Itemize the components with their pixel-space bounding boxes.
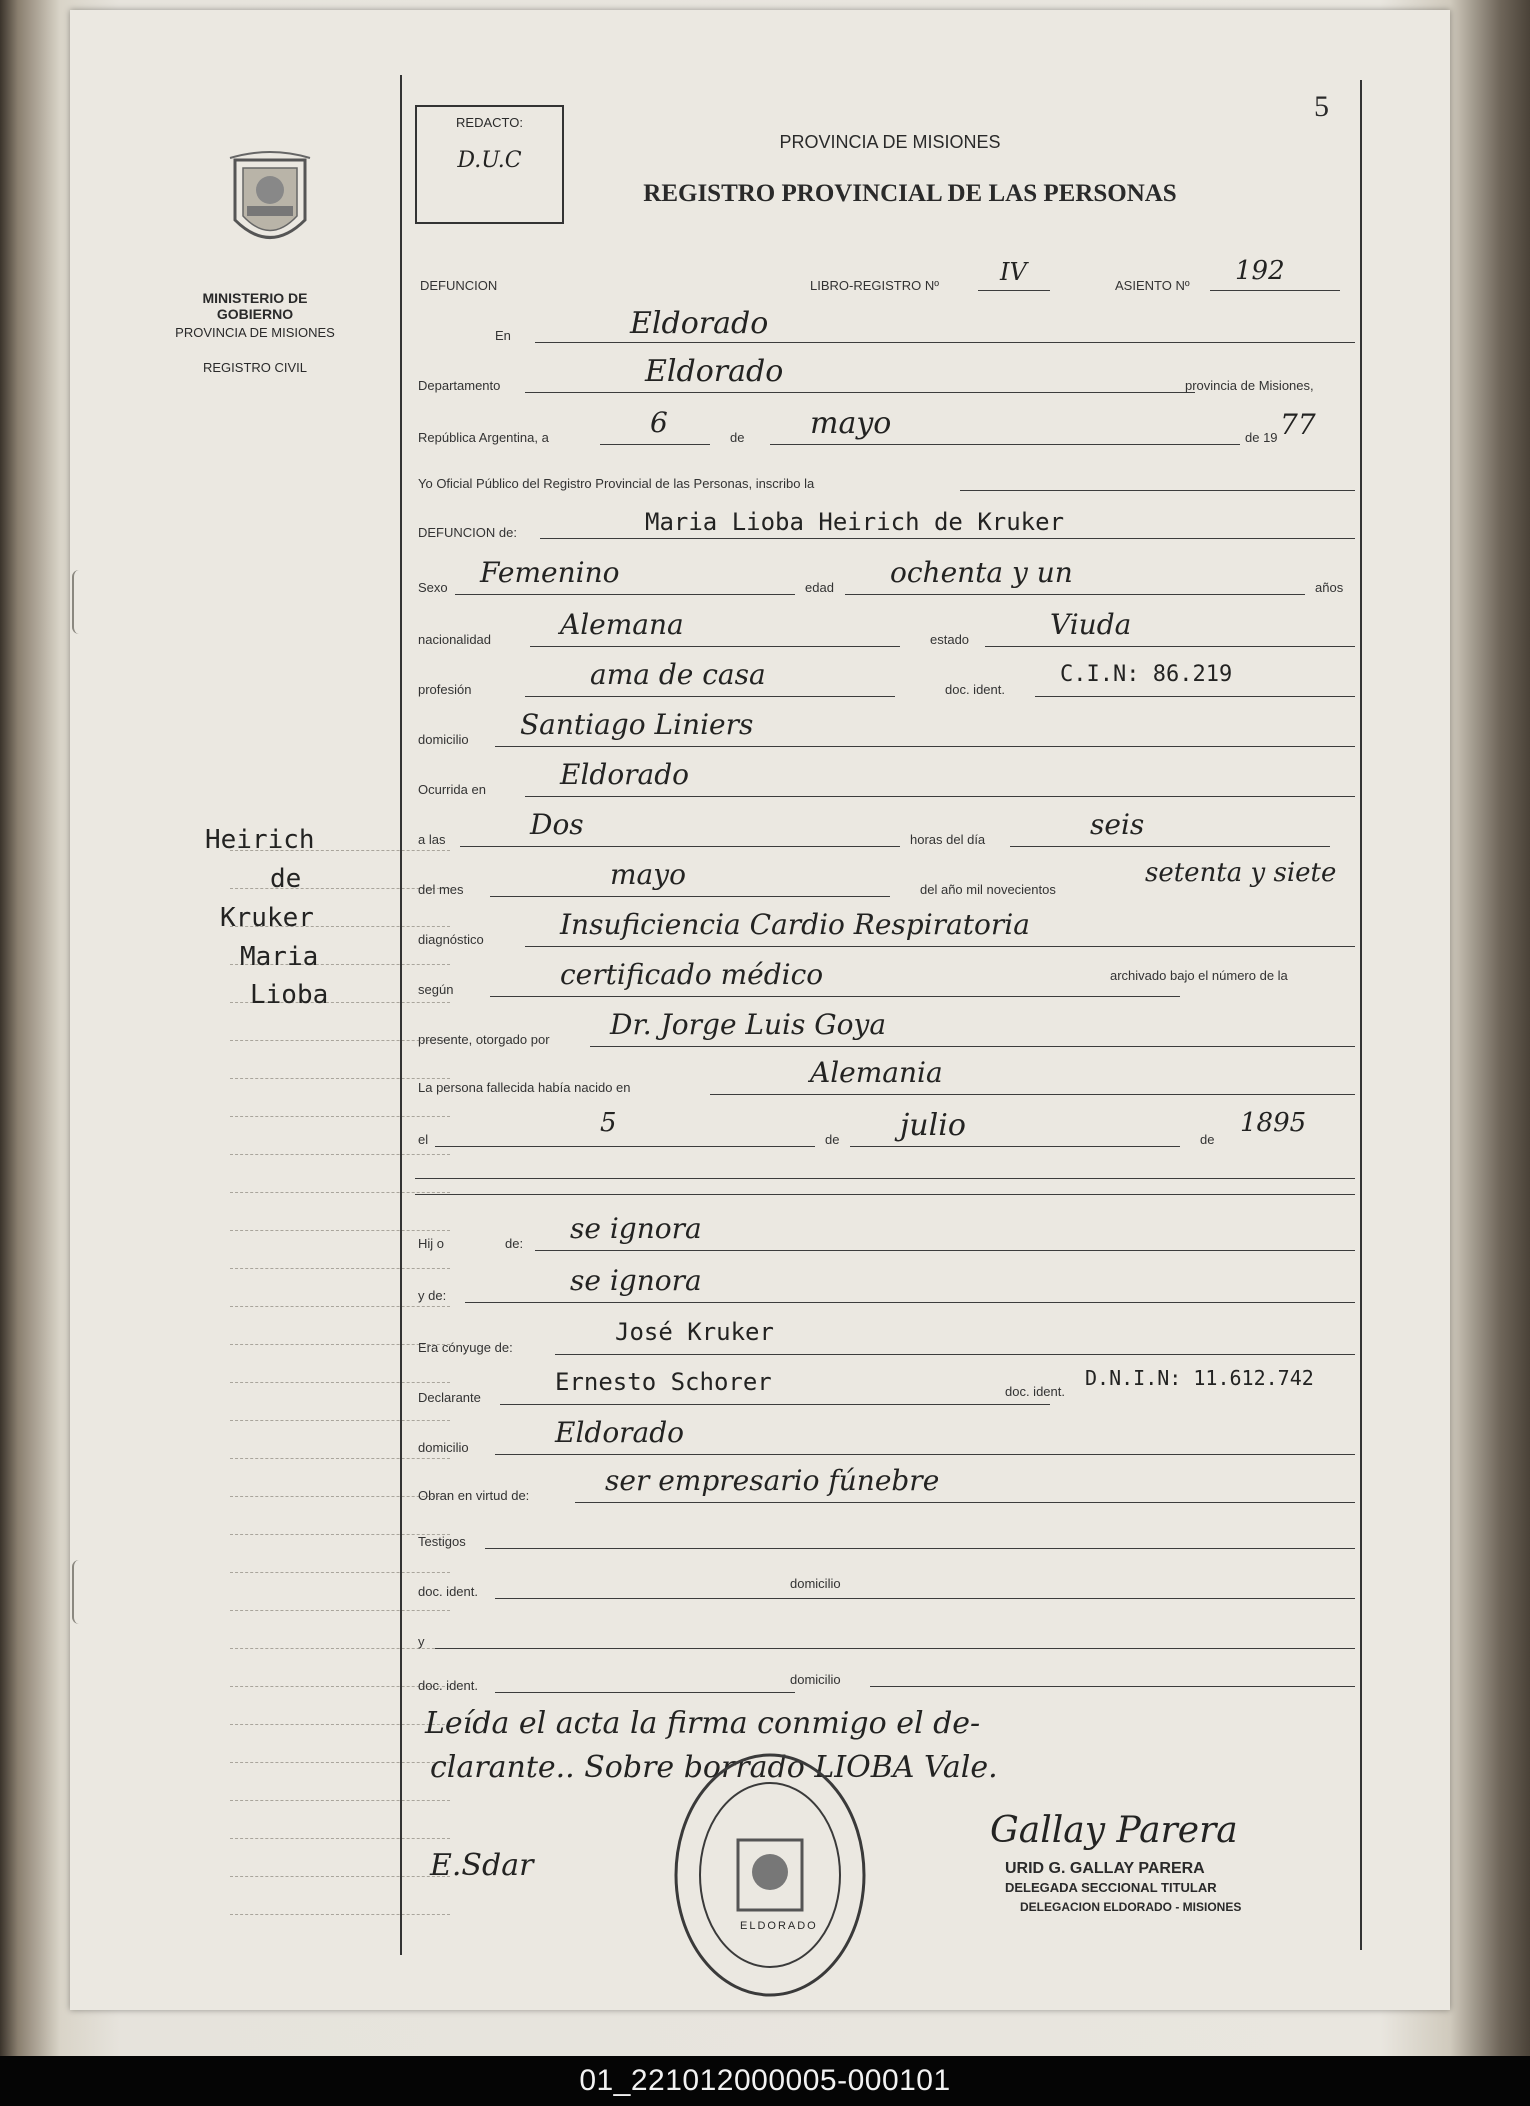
domicilio-value: Santiago Liniers	[520, 708, 754, 741]
header-province: PROVINCIA DE MISIONES	[779, 132, 1001, 152]
domicilio2-label: domicilio	[790, 1672, 841, 1687]
defuncion-label: DEFUNCION	[420, 278, 498, 293]
estado-value: Viuda	[1050, 608, 1132, 641]
de19-label: de 19	[1245, 430, 1278, 445]
right-border-rule	[1360, 80, 1362, 1950]
official-name: URID G. GALLAY PARERA	[1005, 1860, 1205, 1877]
alas-label: a las	[418, 832, 446, 847]
el-de-label: de	[825, 1132, 840, 1147]
diagnostico-value: Insuficiencia Cardio Respiratoria	[560, 908, 1030, 941]
declarante-doc-value: D.N.I.N: 11.612.742	[1085, 1366, 1314, 1390]
docid2-label: doc. ident.	[418, 1678, 478, 1693]
page-number: 5	[1314, 90, 1329, 123]
hijo-de-label: de:	[505, 1236, 524, 1251]
anos-label: años	[1315, 580, 1344, 595]
conyuge-label: Era cónyuge de:	[418, 1340, 513, 1355]
docident-value: C.I.N: 86.219	[1060, 662, 1233, 687]
en-value: Eldorado	[630, 306, 769, 341]
archivado-label: archivado bajo el número de la	[1110, 968, 1288, 983]
provincia-suffix: provincia de Misiones,	[1185, 378, 1314, 393]
asiento-label: ASIENTO Nº	[1115, 278, 1190, 293]
yde-value: se ignora	[570, 1264, 702, 1297]
seal-bottom-text: ELDORADO	[740, 1920, 818, 1932]
nacido-label: La persona fallecida había nacido en	[418, 1080, 631, 1095]
official-role: DELEGADA SECCIONAL TITULAR	[1005, 1880, 1217, 1895]
registry-label: REGISTRO CIVIL	[202, 360, 308, 375]
declarante-label: Declarante	[418, 1390, 481, 1405]
declarante-doc-label: doc. ident.	[1005, 1384, 1065, 1399]
redacto-box	[415, 105, 564, 224]
segun-label: según	[418, 982, 454, 997]
sexo-label: Sexo	[418, 580, 448, 595]
anio-mil-value: setenta y siete	[1145, 858, 1337, 888]
yde-label: y de:	[418, 1288, 447, 1303]
seal-stamp-icon	[670, 1750, 870, 2000]
el-dia: 5	[600, 1108, 617, 1138]
republica-label: República Argentina, a	[418, 430, 549, 445]
section-divider	[415, 1178, 1355, 1179]
obran-label: Obran en virtud de:	[418, 1488, 530, 1503]
presente-value: Dr. Jorge Luis Goya	[610, 1008, 887, 1041]
el-anio: 1895	[1240, 1108, 1307, 1138]
obran-value: ser empresario fúnebre	[605, 1464, 940, 1497]
redacto-label: REDACTO:	[456, 115, 523, 130]
profesion-label: profesión	[418, 682, 472, 697]
el-de2-label: de	[1200, 1132, 1215, 1147]
sexo-value: Femenino	[480, 556, 620, 589]
closing-line-2: clarante.. Sobre borrado LIOBA Vale.	[430, 1750, 998, 1785]
margin-note-line: Maria	[240, 942, 319, 972]
official-seal	[670, 1750, 870, 2000]
el-mes: julio	[900, 1108, 966, 1143]
horas-value: seis	[1090, 808, 1145, 841]
nacionalidad-label: nacionalidad	[418, 632, 492, 647]
redacto-value: D.U.C	[457, 148, 522, 173]
anio-value: 77	[1280, 408, 1316, 441]
domicilio-label: domicilio	[418, 732, 469, 747]
hijo-label: Hij o	[418, 1236, 445, 1251]
ocurrida-label: Ocurrida en	[418, 782, 486, 797]
margin-note-line: Kruker	[220, 903, 314, 933]
file-caption: 01_221012000005-000101	[0, 2056, 1530, 2106]
edad-label: edad	[805, 580, 834, 595]
nacido-value: Alemania	[810, 1056, 943, 1089]
docid1-label: doc. ident.	[418, 1584, 478, 1599]
margin-note-line: de	[270, 864, 302, 894]
header-title: REGISTRO PROVINCIAL DE LAS PERSONAS	[643, 180, 1177, 207]
el-label: el	[418, 1132, 429, 1147]
libro-label: LIBRO-REGISTRO Nº	[810, 278, 939, 293]
anio-mil-label: del año mil novecientos	[920, 882, 1056, 897]
closing-line-1: Leída el acta la firma conmigo el de-	[425, 1706, 981, 1741]
register-page	[70, 10, 1450, 2010]
province-label: PROVINCIA DE MISIONES	[175, 325, 335, 340]
official-office: DELEGACION ELDORADO - MISIONES	[1020, 1900, 1242, 1914]
binding-hole	[72, 570, 88, 634]
diagnostico-label: diagnóstico	[418, 932, 484, 947]
margin-note-line: Lioba	[250, 980, 329, 1010]
coat-of-arms-icon	[225, 150, 315, 265]
testigos-label: Testigos	[418, 1534, 466, 1549]
nacionalidad-value: Alemana	[560, 608, 684, 641]
profesion-value: ama de casa	[590, 658, 766, 691]
libro-value: IV	[1000, 258, 1027, 286]
hijo-value: se ignora	[570, 1212, 702, 1245]
dia-value: 6	[650, 406, 668, 439]
ministry-label: MINISTERIO DE GOBIERNO	[202, 290, 308, 322]
de-label: de	[730, 430, 745, 445]
segun-value: certificado médico	[560, 958, 824, 991]
margin-note-line: Heirich	[205, 825, 315, 855]
y-label: y	[418, 1634, 425, 1649]
estado-label: estado	[930, 632, 970, 647]
dom2-value: Eldorado	[555, 1416, 685, 1449]
official-signature: Gallay Parera	[990, 1810, 1238, 1851]
delmes-value: mayo	[610, 858, 686, 891]
declarante-value: Ernesto Schorer	[555, 1368, 772, 1396]
delmes-label: del mes	[418, 882, 464, 897]
binding-hole	[72, 1560, 88, 1624]
defuncion-de-label: DEFUNCION de:	[418, 525, 517, 540]
defuncion-de-value: Maria Lioba Heirich de Kruker	[645, 508, 1065, 536]
departamento-label: Departamento	[418, 378, 501, 393]
docident-label: doc. ident.	[945, 682, 1005, 697]
alas-value: Dos	[530, 808, 584, 841]
conyuge-value: José Kruker	[615, 1318, 774, 1346]
dom2-label: domicilio	[418, 1440, 469, 1455]
edad-value: ochenta y un	[890, 556, 1073, 589]
declarant-signature: E.Sdar	[430, 1848, 534, 1883]
presente-label: presente, otorgado por	[418, 1032, 550, 1047]
section-divider	[415, 1194, 1355, 1195]
en-label: En	[495, 328, 511, 343]
domicilio1-label: domicilio	[790, 1576, 841, 1591]
asiento-value: 192	[1235, 256, 1285, 286]
mes-value: mayo	[810, 406, 892, 441]
left-border-rule	[400, 75, 402, 1955]
departamento-value: Eldorado	[645, 354, 784, 389]
ocurrida-value: Eldorado	[560, 758, 690, 791]
oficial-label: Yo Oficial Público del Registro Provincial de las Personas, inscribo la	[418, 476, 815, 491]
horas-label: horas del día	[910, 832, 986, 847]
